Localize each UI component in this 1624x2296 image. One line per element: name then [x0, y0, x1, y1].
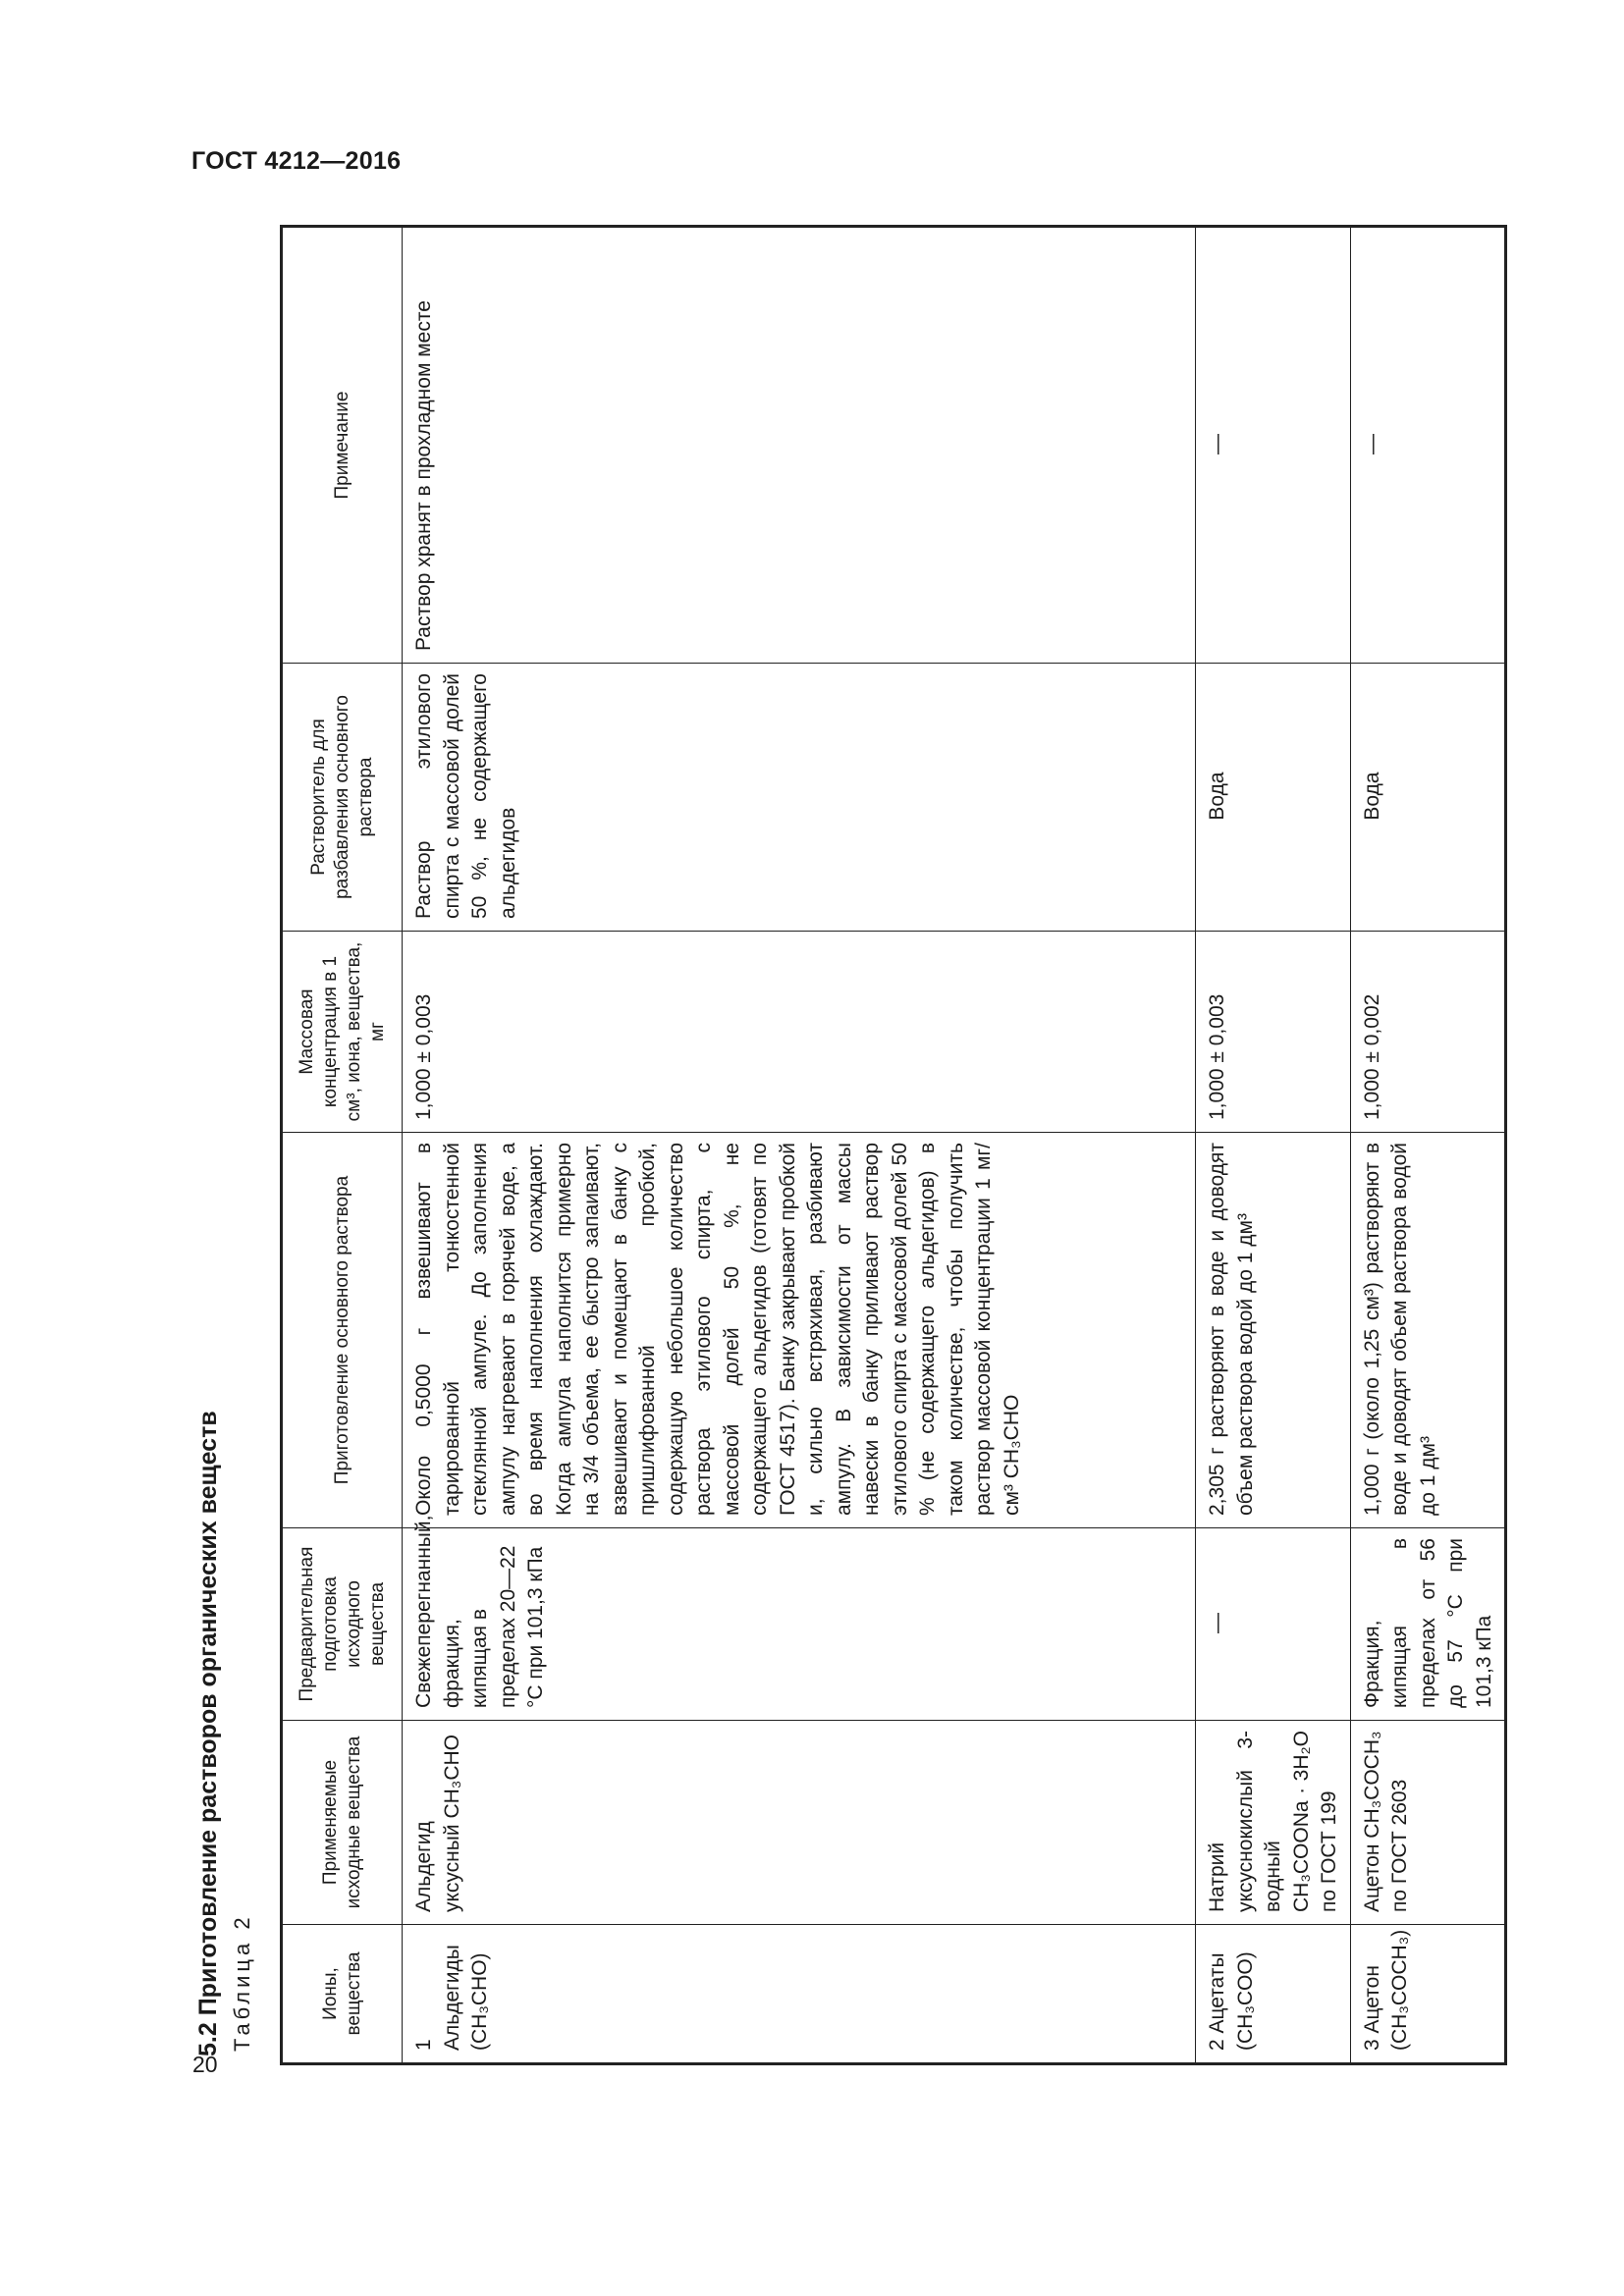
- section-title: 5.2 Приготовление растворов органических веществ: [194, 1411, 222, 2056]
- header-preparation: Предварительная подготовка исходного вещества: [282, 1528, 403, 1721]
- header-main-solution: Приготовление основного раствора: [282, 1133, 403, 1528]
- cell-solvent: Раствор этилового спирта с массовой долей 50 %, не содержащего альдегидов: [403, 664, 1196, 932]
- cell-prep: Фракция, кипящая в пределах от 56 до 57 °С при 101,3 кПа: [1350, 1528, 1506, 1721]
- header-solvent: Растворитель для разбавления основного раствора: [282, 664, 403, 932]
- header-ions: Ионы, вещества: [282, 1925, 403, 2064]
- table-header-row: [282, 227, 403, 2064]
- header-note: Примечание: [282, 227, 403, 664]
- cell-solvent: Вода: [1350, 664, 1506, 932]
- page-number: 20: [192, 2052, 218, 2077]
- header-concentration: Массовая концентрация в 1 см³, иона, вещества, мг: [282, 932, 403, 1133]
- cell-prep: Свежеперегнанный, фракция, кипящая в пределах 20—22 °С при 101,3 кПа: [403, 1528, 1196, 1721]
- cell-source: Альдегид уксусный CH₃CHO: [403, 1721, 1196, 1925]
- rotated-table-area: [191, 231, 1495, 2076]
- cell-concentration: 1,000 ± 0,002: [1350, 932, 1506, 1133]
- cell-ion: 1 Альдегиды (CH₃CHO): [403, 1925, 1196, 2064]
- cell-source: Натрий уксуснокислый 3-водный CH₃COONa · 3H₂O по ГОСТ 199: [1196, 1721, 1351, 1925]
- cell-note: —: [1350, 227, 1506, 664]
- cell-note: Раствор хранят в прохладном месте: [403, 227, 1196, 664]
- cell-concentration: 1,000 ± 0,003: [403, 932, 1196, 1133]
- cell-solvent: Вода: [1196, 664, 1351, 932]
- cell-source: Ацетон CH₃COCH₃ по ГОСТ 2603: [1350, 1721, 1506, 1925]
- cell-ion: 2 Ацетаты (CH₃COO): [1196, 1925, 1351, 2064]
- cell-note: —: [1196, 227, 1351, 664]
- cell-solution: 1,000 г (около 1,25 см³) растворяют в воде и доводят объем раствора водой до 1 дм³: [1350, 1133, 1506, 1528]
- cell-solution: 2,305 г растворяют в воде и доводят объем раствора водой до 1 дм³: [1196, 1133, 1351, 1528]
- cell-solution: Около 0,5000 г взвешивают в тарированной тонкостенной стеклянной ампуле. До заполнения ампулу нагревают в горячей воде, а во время наполнения охлаждают. Когда ампула наполнится примерно на 3/4 объема, ее быстро запаивают, взвешивают и помещают в банку с пришлифованной пробкой, содержащую небольшое количество раствора этилового спирта, с массовой долей 50 %, не содержащего альдегидов (готовят по ГОСТ 4517). Банку закрывают пробкой и, сильно встряхивая, разбивают ампулу. В зависимости от массы навески в банку приливают раствор этилового спирта с массовой долей 50 % (не содержащего альдегидов) в таком количестве, чтобы получить раствор массовой концентрации 1 мг/см³ CH₃CHO: [403, 1133, 1196, 1528]
- header-source-substances: Применяемые исходные вещества: [282, 1721, 403, 1925]
- organic-solutions-table: [280, 225, 1507, 2065]
- cell-ion: 3 Ацетон (CH₃COCH₃): [1350, 1925, 1506, 2064]
- table-row: [1196, 227, 1351, 2064]
- document-code: ГОСТ 4212—2016: [191, 147, 402, 175]
- table-row: [1350, 227, 1506, 2064]
- cell-prep: —: [1196, 1528, 1351, 1721]
- table-row: [403, 227, 1196, 2064]
- table-label: Таблица 2: [230, 1913, 254, 2052]
- cell-concentration: 1,000 ± 0,003: [1196, 932, 1351, 1133]
